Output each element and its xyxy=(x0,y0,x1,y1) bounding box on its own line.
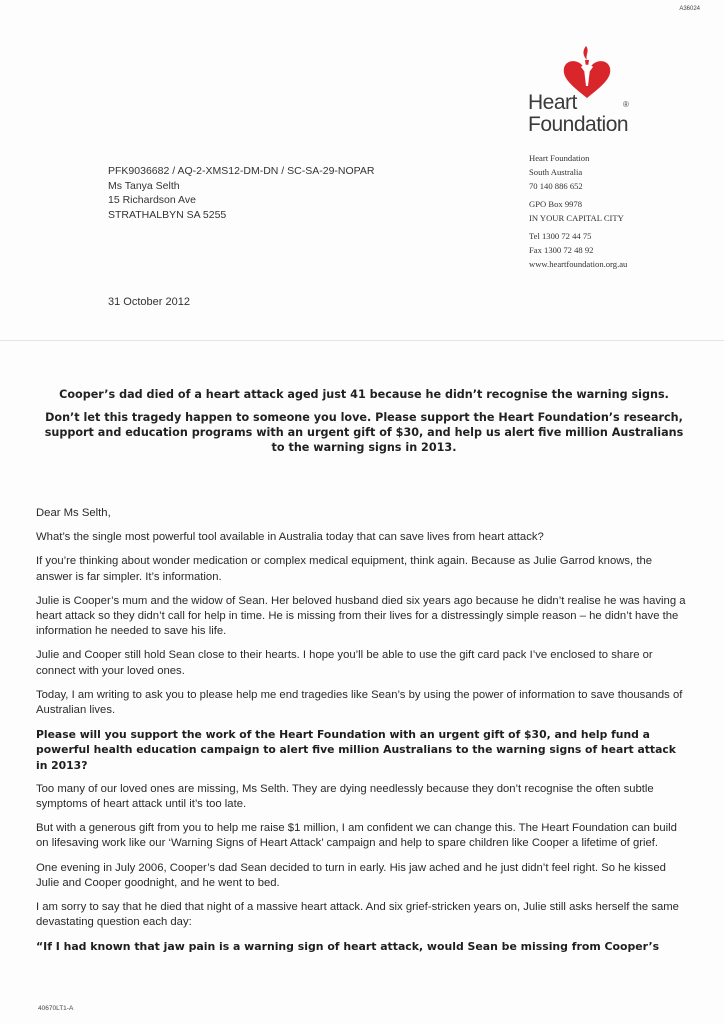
paragraph-4: Julie and Cooper still hold Sean close to their hearts. I hope you’ll be able to use the gift card pack I’ve enclosed to share or connect with your loved ones. xyxy=(36,649,653,677)
salutation: Dear Ms Selth, xyxy=(36,507,111,519)
recipient-street: 15 Richardson Ave xyxy=(108,194,196,206)
paragraph-5: Today, I am writing to ask you to please help me end tragedies like Sean’s by using the power of information to save thousands of Australian lives. xyxy=(36,688,683,717)
paragraph-8: But with a generous gift from you to help me raise $1 million, I am confident we can change this. The Heart Foundation can build on lifesaving work like our ‘Warning Signs of Heart Attack’ campaign and help to spare children like Cooper a lifetime of grief. xyxy=(36,822,677,850)
paragraph-7: Too many of our loved ones are missing, Ms Selth. They are dying needlessly because they don’t recognise the often subtle symptoms of heart attack until it’s too late. xyxy=(36,782,654,811)
organisation-details xyxy=(529,151,627,271)
paragraph-2: If you’re thinking about wonder medication or complex medical equipment, think again. Because as Julie Garrod knows, the answer is far simpler. It’s information. xyxy=(36,555,653,583)
fold-line xyxy=(0,340,724,341)
logo-line-heart: Heart xyxy=(528,91,577,114)
paragraph-6-appeal: Please will you support the work of the Heart Foundation with an urgent gift of $30, and help fund a powerful health education campaign to alert five million Australians to the warning signs of heart attack in 2013? xyxy=(36,728,676,772)
org-tel: Tel 1300 72 44 75 xyxy=(529,231,592,241)
reference-code: PFK9036682 / AQ-2-XMS12-DM-DN / SC-SA-29-NOPAR xyxy=(108,165,375,177)
document-code-top: A36024 xyxy=(679,6,700,12)
logo-wordmark xyxy=(528,92,628,136)
recipient-address xyxy=(108,164,374,222)
org-abn: 70 140 886 652 xyxy=(529,181,583,191)
recipient-city: STRATHALBYN SA 5255 xyxy=(108,208,227,221)
lead-appeal: Don’t let this tragedy happen to someone you love. Please support the Heart Foundation’s research, support and education programs with an urgent gift of $30, and help us alert five million Australians to the warning signs in 2013. xyxy=(44,411,684,454)
org-state: South Australia xyxy=(529,167,583,177)
paragraph-11-quote: “If I had known that jaw pain is a warning sign of heart attack, would Sean be missing from Cooper’s xyxy=(36,940,660,954)
org-city: IN YOUR CAPITAL CITY xyxy=(529,213,624,223)
org-name: Heart Foundation xyxy=(529,153,590,163)
org-website: www.heartfoundation.org.au xyxy=(529,259,628,269)
org-po-box: GPO Box 9978 xyxy=(529,199,583,209)
letter-date: 31 October 2012 xyxy=(108,296,190,308)
document-code-bottom: 40670LT1-A xyxy=(38,1005,74,1012)
recipient-name: Ms Tanya Selth xyxy=(108,179,180,192)
org-fax: Fax 1300 72 48 92 xyxy=(529,245,594,255)
lead-headline: Cooper’s dad died of a heart attack aged just 41 because he didn’t recognise the warning signs. xyxy=(59,388,669,401)
logo-line-foundation: Foundation xyxy=(528,113,629,136)
paragraph-9: One evening in July 2006, Cooper’s dad Sean decided to turn in early. His jaw ached and he just didn’t feel right. So he kissed Julie and Cooper goodnight, and he went to bed. xyxy=(36,861,666,889)
letter-body xyxy=(36,506,686,964)
registered-mark: ® xyxy=(623,100,629,109)
paragraph-10: I am sorry to say that he died that night of a massive heart attack. And six grief-stricken years on, Julie still asks herself the same devastating question each day: xyxy=(36,901,679,929)
paragraph-3: Julie is Cooper’s mum and the widow of Sean. Her beloved husband died six years ago because he didn’t realise he was having a heart attack so they didn’t call for help in time. He is missing from their lives for a distressingly simple reason – he didn’t have the information he needed to save his life. xyxy=(36,594,686,638)
paragraph-1: What’s the single most powerful tool available in Australia today that can save lives from heart attack? xyxy=(36,531,544,544)
